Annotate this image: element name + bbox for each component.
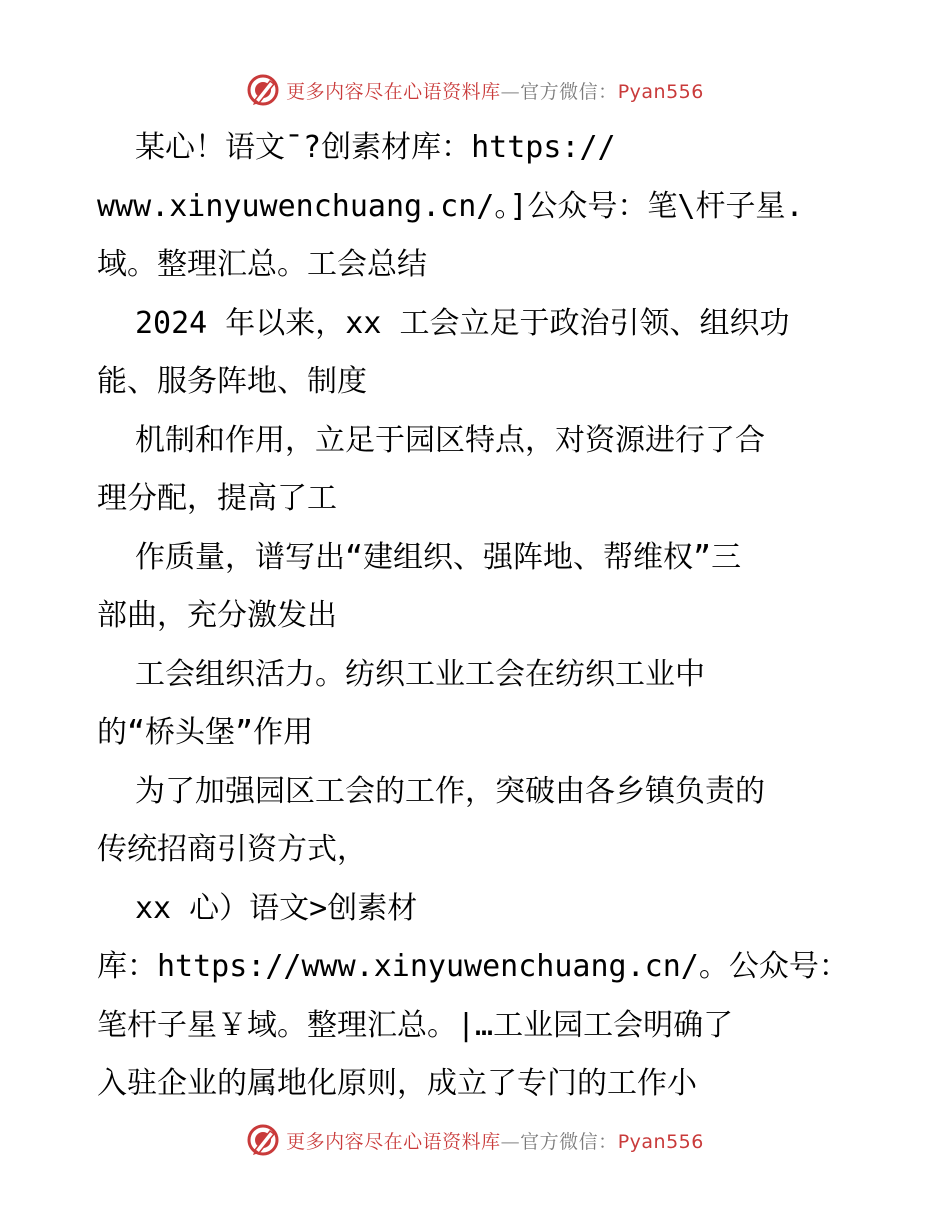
- pen-logo-icon: [246, 73, 280, 107]
- watermark-label: 官方微信：: [520, 80, 618, 103]
- document-line: www.xinyuwenchuang.cn/。]公众号：笔\杆子星.: [97, 188, 804, 224]
- watermark-separator: —: [500, 80, 521, 103]
- watermark-separator: —: [500, 1130, 521, 1153]
- document-line: 工会组织活力。纺织工业工会在纺织工业中: [135, 656, 705, 692]
- watermark-main-text: 更多内容尽在心语资料库: [286, 1130, 501, 1153]
- document-line: 域。整理汇总。工会总结: [97, 247, 427, 282]
- document-line: 理分配，提高了工: [97, 481, 337, 516]
- document-line: 2024 年以来，xx 工会立足于政治引领、组织功: [135, 305, 790, 341]
- watermark-main-text: 更多内容尽在心语资料库: [286, 80, 501, 103]
- header-watermark-text: [286, 77, 704, 104]
- document-line: 作质量，谱写出“建组织、强阵地、帮维权”三: [135, 539, 742, 575]
- header-watermark-banner: [0, 70, 950, 110]
- pen-logo-icon: [246, 1123, 280, 1157]
- document-line: 为了加强园区工会的工作，突破由各乡镇负责的: [135, 773, 765, 809]
- footer-watermark-text: [286, 1127, 704, 1154]
- document-line: 传统招商引资方式，: [97, 832, 367, 867]
- document-line: 笔杆子星￥域。整理汇总。|…工业园工会明确了: [97, 1007, 734, 1043]
- watermark-wechat-id: Pyan556: [617, 80, 704, 103]
- footer-watermark-inner: [246, 1123, 704, 1157]
- document-line: 机制和作用，立足于园区特点，对资源进行了合: [135, 422, 765, 458]
- watermark-wechat-id: Pyan556: [617, 1130, 704, 1153]
- document-line: 部曲，充分激发出: [97, 598, 337, 633]
- watermark-label: 官方微信：: [520, 1130, 618, 1153]
- footer-watermark-banner: [0, 1120, 950, 1160]
- document-line: 入驻企业的属地化原则，成立了专门的工作小: [97, 1066, 697, 1101]
- document-line: 某心！语文¯?创素材库：https://: [135, 130, 616, 165]
- document-line: 能、服务阵地、制度: [97, 364, 367, 399]
- document-line: 库：https://www.xinyuwenchuang.cn/。公众号：: [97, 949, 849, 984]
- header-watermark-inner: [246, 73, 704, 107]
- document-line: xx 心）语文>创素材: [135, 890, 418, 926]
- document-line: 的“桥头堡”作用: [97, 715, 314, 750]
- document-body: [97, 119, 857, 1114]
